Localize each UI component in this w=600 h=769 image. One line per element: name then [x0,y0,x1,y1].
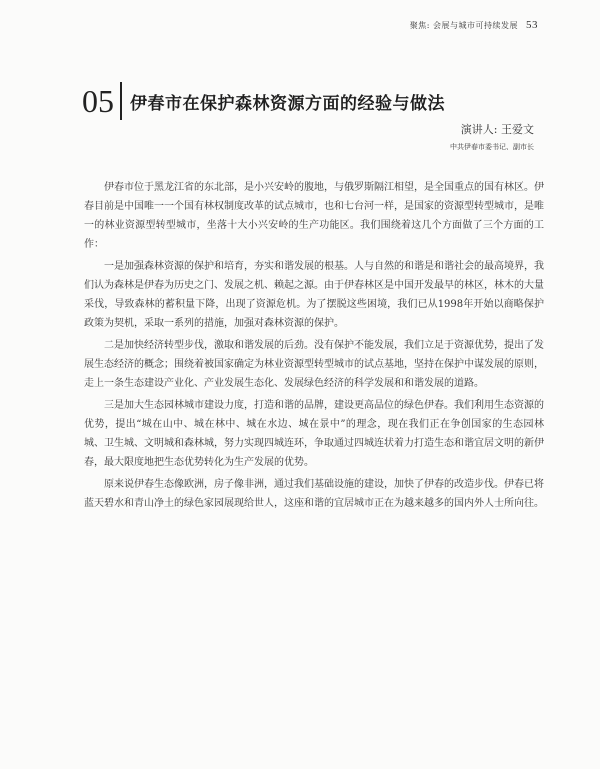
article-heading [82,82,445,120]
paragraph: 伊春市位于黑龙江省的东北部，是小兴安岭的腹地，与俄罗斯隔江相望，是全国重点的国有林区。伊春目前是中国唯一一个国有林权制度改革的试点城市，也和七台河一样，是国家的资源型转型城市，是唯一的林业资源型转型城市，坐落十大小兴安岭的生产功能区。我们围绕着这几个方面做了三个方面的工作： [84,182,544,250]
speaker-name: 演讲人: 王爱文 [460,123,534,136]
article-number: 05 [82,83,114,119]
running-title: 聚焦: 会展与城市可持续发展 [409,21,518,30]
paragraph: 一是加强森林资源的保护和培育，夯实和谐发展的根基。人与自然的和谐是和谐社会的最高境界，我们认为森林是伊春为历史之门、发展之机、赖起之源。由于伊春林区是中国开发最早的林区，林木的大量采伐，导致森林的蓄积量下降，出现了资源危机。为了摆脱这些困境，我们已从1998年开始以商略保护政策为契机，采取一系列的措施，加强对森林资源的保护。 [84,261,544,329]
paragraph: 二是加快经济转型步伐，激取和谐发展的后劲。没有保护不能发展，我们立足于资源优势，提出了发展生态经济的概念；围绕着被国家确定为林业资源型转型城市的试点基地，坚持在保护中谋发展的原则，走上一条生态建设产业化、产业发展生态化、发展绿色经济的科学发展和和谐发展的道路。 [84,340,544,389]
article-title: 伊春市在保护森林资源方面的经验与做法 [130,93,445,114]
paragraph: 原来说伊春生态像欧洲，房子像非洲，通过我们基础设施的建设，加快了伊春的改造步伐。伊春已将蓝天碧水和青山净土的绿色家园展现给世人，这座和谐的宜居城市正在为越来越多的国内外人士所向往。 [84,479,544,509]
title-divider [120,82,122,120]
running-header [410,19,538,31]
paragraph: 三是加大生态园林城市建设力度，打造和谐的品牌，建设更高品位的绿色伊春。我们利用生态资源的优势，提出“城在山中、城在林中、城在水边、城在景中”的理念，现在我们正在争创国家的生态园林城、卫生城、文明城和森林城，努力实现四城连环，争取通过四城连状着力打造生态和谐宜居文明的新伊春，最大限度地把生态优势转化为生产发展的优势。 [84,400,544,468]
article-body [84,178,544,516]
page-number: 53 [526,19,538,31]
speaker-role: 中共伊春市委书记、副市长 [450,143,534,151]
